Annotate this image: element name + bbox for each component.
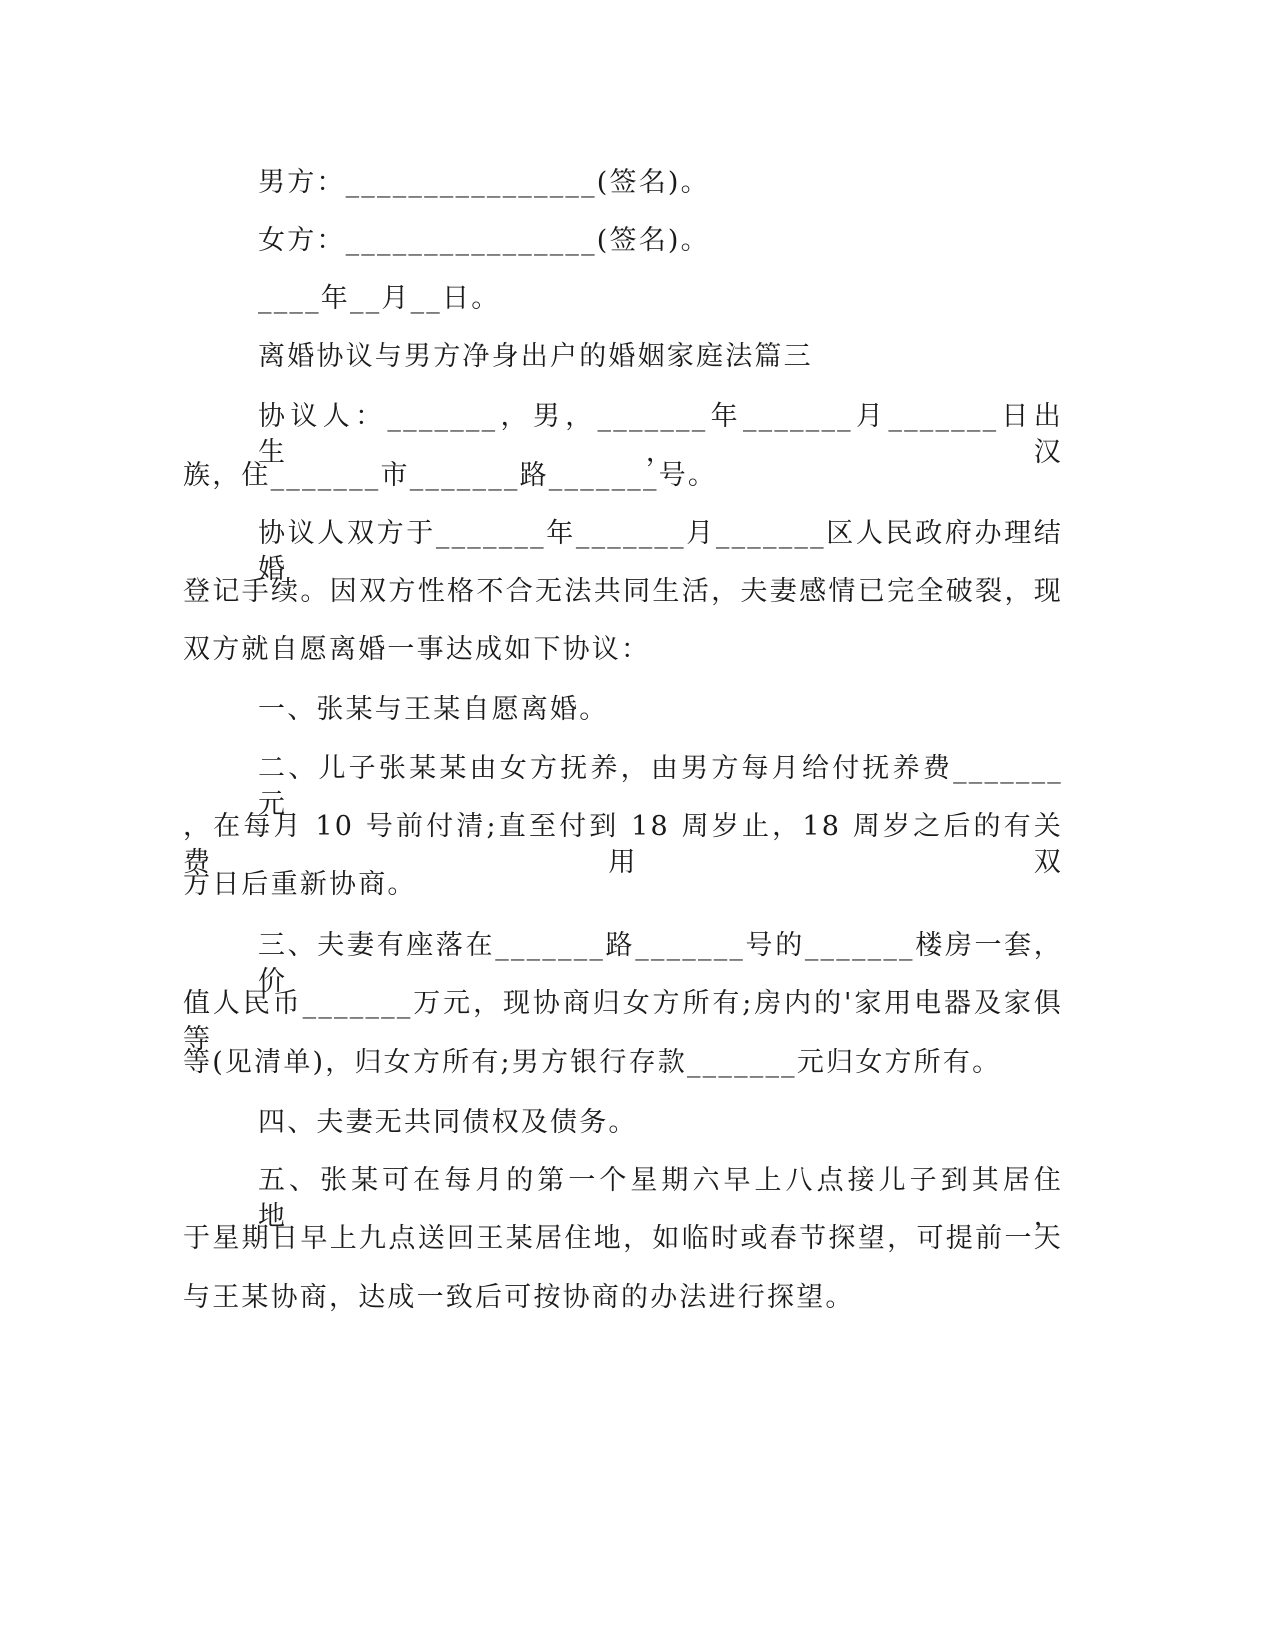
paragraph-line: 协议人：_______，男，_______年_______月_______日出生，汉 xyxy=(258,401,1063,468)
section-title: 离婚协议与男方净身出户的婚姻家庭法篇三 xyxy=(258,341,813,372)
paragraph-line: ，在每月 10 号前付清;直至付到 18 周岁止，18 周岁之后的有关费用双 xyxy=(183,811,1063,878)
paragraph-line: 族，住_______市_______路_______号。 xyxy=(183,460,718,491)
paragraph-line: 协议人双方于_______年_______月_______区人民政府办理结婚 xyxy=(258,518,1063,585)
female-signature-line: 女方：________________(签名)。 xyxy=(258,225,710,256)
paragraph-line: 与王某协商，达成一致后可按协商的办法进行探望。 xyxy=(183,1282,855,1313)
paragraph-line: 等(见清单)，归女方所有;男方银行存款_______元归女方所有。 xyxy=(183,1047,1002,1078)
clause-one: 一、张某与王某自愿离婚。 xyxy=(258,694,609,725)
paragraph-line: 双方就自愿离婚一事达成如下协议： xyxy=(183,634,651,665)
clause-two: 二、儿子张某某由女方抚养，由男方每月给付抚养费_______元 xyxy=(258,753,1063,820)
paragraph-line: 方日后重新协商。 xyxy=(183,869,417,900)
clause-five: 五、张某可在每月的第一个星期六早上八点接儿子到其居住地， xyxy=(258,1165,1063,1232)
male-signature-line: 男方：________________(签名)。 xyxy=(258,167,710,198)
clause-three: 三、夫妻有座落在_______路_______号的_______楼房一套，价 xyxy=(258,930,1063,997)
clause-four: 四、夫妻无共同债权及债务。 xyxy=(258,1107,638,1138)
paragraph-line: 于星期日早上九点送回王某居住地，如临时或春节探望，可提前一天 xyxy=(183,1223,1063,1254)
paragraph-line: 值人民币_______万元，现协商归女方所有;房内的'家用电器及家俱等 xyxy=(183,988,1063,1055)
date-line: ____年__月__日。 xyxy=(258,283,501,314)
paragraph-line: 登记手续。因双方性格不合无法共同生活，夫妻感情已完全破裂，现 xyxy=(183,576,1063,607)
